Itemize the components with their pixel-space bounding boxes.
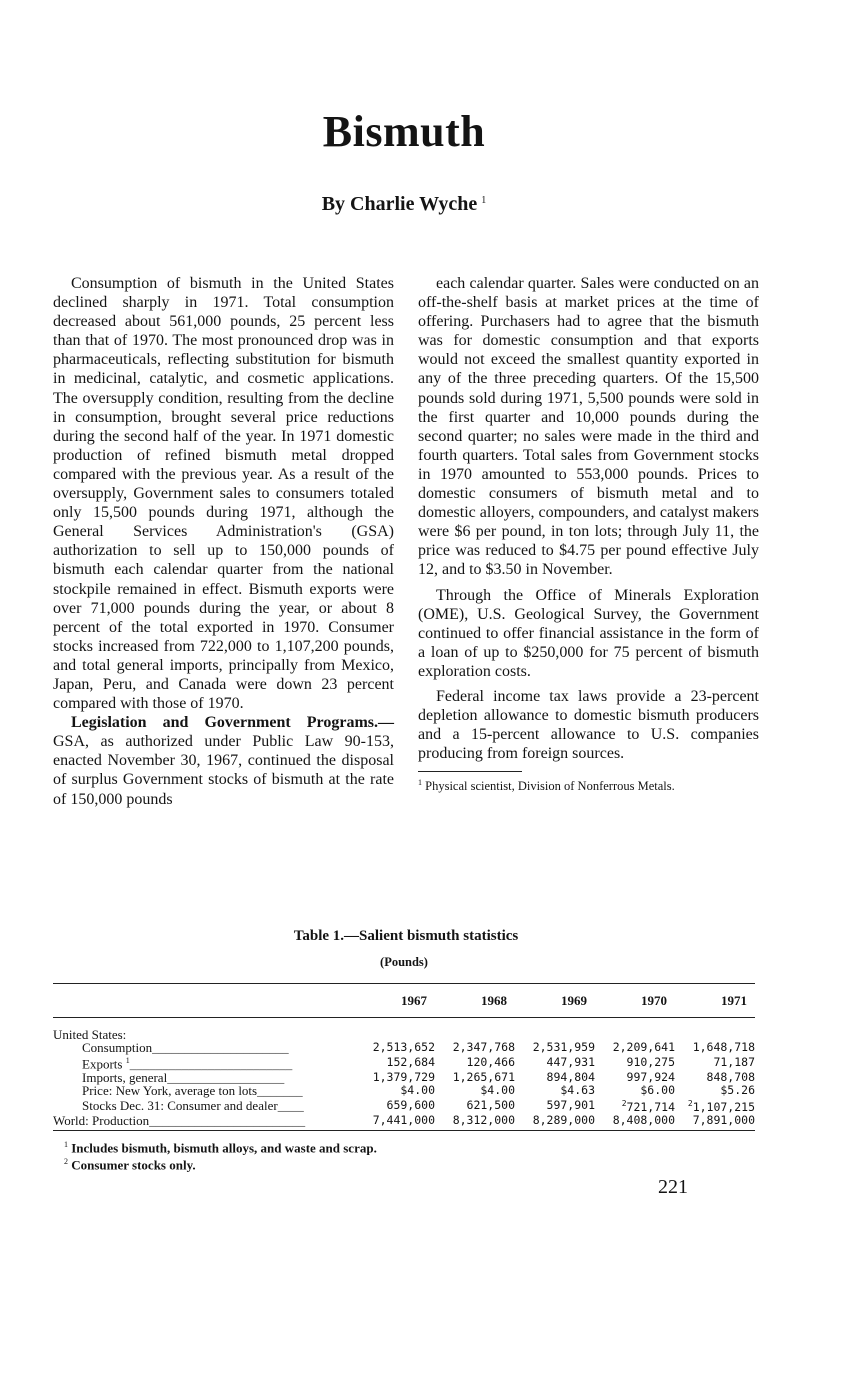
body-paragraph: Consumption of bismuth in the United States declined sharply in 1971. Total consumption decreased about 561,000 pounds, 25 percent less than that of 1970. The most pronounced drop was in pharmaceuticals, reflecting substitution for bismuth in medicinal, catalytic, and cosmetic applications. The oversupply condition, resulting from the decline in consumption, brought several price reductions during the second half of the year. In 1971 domestic production of refined bismuth metal dropped compared with the previous year. As a result of the oversupply, Government sales to consumers totaled only 15,500 pounds during 1971, although the General Services Administration's (GSA) authorization to sell up to 150,000 pounds of bismuth each calendar quarter from the national stockpile remained in effect. Bismuth exports were over 71,000 pounds during the year, or about 8 percent of the total exported in 1970. Consumer stocks increased from 722,000 to 1,107,200 pounds, and total general imports, principally from Mexico, Japan, Peru, and Canada were down 23 percent compared with those of 1970. — [53, 275, 394, 713]
row-label-text: Imports, general — [82, 1069, 168, 1085]
section-label: United States: — [53, 1027, 127, 1042]
cell-note-mark: 2 — [621, 1099, 627, 1109]
row-label-text: World: Production — [53, 1113, 150, 1129]
table-row — [53, 1054, 755, 1071]
footnote-text: Consumer stocks only. — [71, 1157, 196, 1173]
dot-leader: ________________________ — [149, 1113, 306, 1129]
table-cell: 120,466 — [466, 1055, 515, 1070]
row-label — [53, 1114, 355, 1130]
left-column — [53, 274, 394, 809]
row-label-text: Consumption — [82, 1040, 153, 1056]
author-note-mark: 1 — [481, 195, 487, 206]
author-footnote — [418, 776, 759, 793]
year-header: 1969 — [515, 984, 595, 1018]
table-cell: 894,804 — [546, 1069, 595, 1084]
row-label-text: Price: New York, average ton lots — [82, 1083, 258, 1099]
dot-leader: __________________ — [167, 1069, 285, 1085]
dot-leader: _______ — [257, 1083, 303, 1099]
cell-note-mark: 2 — [687, 1099, 693, 1109]
table-cell: 2,531,959 — [532, 1040, 595, 1055]
row-label-text: Exports — [82, 1056, 123, 1072]
table-row — [53, 1084, 755, 1097]
table-cell: 7,891,000 — [675, 1114, 755, 1130]
table-cell: $4.00 — [480, 1083, 515, 1098]
table-cell: 597,901 — [546, 1098, 595, 1113]
page-number: 221 — [658, 1176, 688, 1198]
footnote-mark: 1 — [418, 778, 422, 788]
year-header: 1970 — [595, 984, 675, 1018]
row-label-text: Stocks Dec. 31: Consumer and dealer — [82, 1098, 278, 1114]
table-cell: 621,500 — [466, 1098, 515, 1113]
table-cell: 1,265,671 — [452, 1069, 515, 1084]
table-cell: 2,347,768 — [452, 1040, 515, 1055]
footnote-text: Includes bismuth, bismuth alloys, and waste and scrap. — [71, 1140, 377, 1156]
table-cell — [595, 1097, 675, 1114]
author-byline — [0, 193, 808, 216]
table-row — [53, 1097, 755, 1114]
table-cell: $5.26 — [720, 1083, 755, 1098]
table-cell: $4.63 — [560, 1083, 595, 1098]
table-cell: 152,684 — [386, 1055, 435, 1070]
table-row — [53, 1114, 755, 1130]
year-header: 1968 — [435, 984, 515, 1018]
table-title: Table 1.—Salient bismuth statistics — [293, 928, 519, 944]
table-cell: 1,648,718 — [692, 1040, 755, 1055]
table-cell: 997,924 — [626, 1069, 675, 1084]
table-unit: (Pounds) — [380, 955, 428, 969]
table-header-blank — [53, 984, 355, 1018]
body-paragraph: each calendar quarter. Sales were conducted on an off-the-shelf basis at market prices at the time of offering. Purchasers had to agree that the bismuth was for domestic consumption and that exports would not exceed the smallest quantity exported in any of the three preceding quarters. Of the 15,500 pounds sold during 1971, 5,500 pounds were sold in the first quarter and 10,000 pounds during the second quarter; no sales were made in the third and fourth quarters. Total sales from Government stocks in 1970 amounted to 553,000 pounds. Prices to domestic consumers of bismuth metal and to domestic alloyers, compounders, and catalyst makers were $6 per pound, in ton lots; through July 11, the price was reduced to $4.75 per pound effective July 12, and to $3.50 in November. — [418, 275, 759, 579]
table-footnote — [64, 1155, 377, 1172]
table-section-row — [53, 1018, 755, 1042]
table-cell: 910,275 — [626, 1055, 675, 1070]
cell-value: 1,107,215 — [692, 1100, 755, 1115]
table-cell: $6.00 — [640, 1083, 675, 1098]
table-cell: 2,513,652 — [372, 1040, 435, 1055]
page-title: Bismuth — [322, 107, 486, 156]
table-cell: 8,408,000 — [595, 1114, 675, 1130]
footnote-mark: 2 — [64, 1156, 68, 1166]
body-paragraph: Federal income tax laws provide a 23-percent depletion allowance to domestic bismuth producers and a 15-percent allowance to U.S. companies producing from foreign sources. — [418, 687, 759, 763]
table-cell: 447,931 — [546, 1055, 595, 1070]
right-column — [418, 274, 759, 794]
row-label — [53, 1084, 355, 1097]
table-footnotes — [64, 1138, 377, 1172]
table-cell: 8,289,000 — [515, 1114, 595, 1130]
table-row — [53, 1041, 755, 1054]
table-cell: 1,379,729 — [372, 1069, 435, 1084]
table-cell: 71,187 — [713, 1055, 755, 1070]
section-run-in-heading: Legislation and Government Programs.— — [71, 714, 394, 732]
table-cell: $4.00 — [400, 1083, 435, 1098]
footnote-divider — [418, 771, 522, 772]
dot-leader: _____________________ — [152, 1040, 289, 1056]
row-note-mark: 1 — [125, 1056, 130, 1066]
year-header: 1967 — [355, 984, 435, 1018]
dot-leader: ____ — [277, 1098, 304, 1114]
body-paragraph — [53, 713, 394, 808]
body-paragraph: Through the Office of Minerals Exploration (OME), U.S. Geological Survey, the Government continued to offer financial assistance in the form of a loan of up to $250,000 for 75 percent of bismuth exploration costs. — [418, 586, 759, 680]
table-cell: 848,708 — [706, 1069, 755, 1084]
footnote-text: Physical scientist, Division of Nonferrous Metals. — [425, 779, 675, 794]
footnote-mark: 1 — [64, 1140, 68, 1149]
table-footnote — [64, 1138, 377, 1155]
table-cell: 2,209,641 — [612, 1040, 675, 1055]
author-name: By Charlie Wyche — [321, 193, 478, 215]
cell-value: 721,714 — [626, 1100, 675, 1115]
table-cell: 659,600 — [386, 1098, 435, 1113]
row-label — [53, 1054, 355, 1071]
table-header-row — [53, 984, 755, 1018]
year-header: 1971 — [675, 984, 755, 1018]
body-text: GSA, as authorized under Public Law 90-153, enacted November 30, 1967, continued the disposal of surplus Government stocks of bismuth at the rate of 150,000 pounds — [53, 733, 394, 808]
row-label — [53, 1097, 355, 1114]
row-label — [53, 1041, 355, 1054]
dot-leader: _________________________ — [129, 1056, 293, 1072]
table-cell: 7,441,000 — [355, 1114, 435, 1130]
table-cell: 8,312,000 — [435, 1114, 515, 1130]
statistics-table — [53, 983, 755, 1131]
table-cell — [675, 1097, 755, 1114]
